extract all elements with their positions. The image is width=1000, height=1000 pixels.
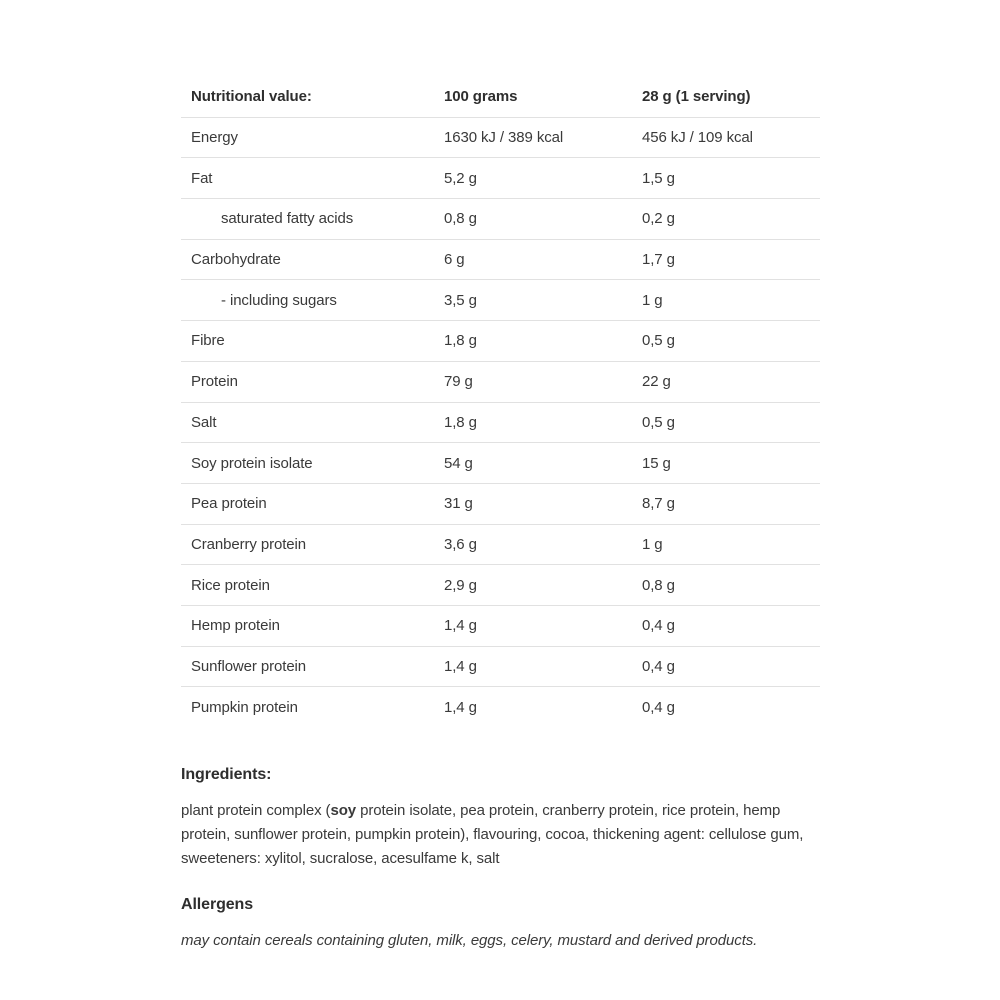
nutrient-label: Carbohydrate xyxy=(191,251,281,269)
value-per-serving: 1 g xyxy=(642,291,663,309)
value-per-100g: 1,4 g xyxy=(444,657,477,675)
value-per-100g: 54 g xyxy=(444,454,473,472)
table-row-salt xyxy=(181,402,820,443)
value-per-100g: 1,8 g xyxy=(444,413,477,431)
ingredients-text xyxy=(181,799,820,871)
label-content xyxy=(181,77,820,952)
value-per-100g: 1,8 g xyxy=(444,332,477,350)
value-per-serving: 0,4 g xyxy=(642,698,675,716)
value-per-100g: 0,8 g xyxy=(444,210,477,228)
value-per-100g: 5,2 g xyxy=(444,169,477,187)
value-per-100g: 79 g xyxy=(444,373,473,391)
value-per-100g: 6 g xyxy=(444,251,465,269)
value-per-100g: 3,6 g xyxy=(444,535,477,553)
table-row-rice-protein xyxy=(181,564,820,605)
value-per-100g: 1630 kJ / 389 kcal xyxy=(444,129,564,147)
value-per-serving: 0,5 g xyxy=(642,332,675,350)
nutrient-label: Fat xyxy=(191,169,213,187)
header-nutritional-value: Nutritional value: xyxy=(191,88,312,106)
table-row-cranberry-protein xyxy=(181,524,820,565)
nutrient-label: Cranberry protein xyxy=(191,535,307,553)
value-per-serving: 1,5 g xyxy=(642,169,675,187)
value-per-serving: 1 g xyxy=(642,535,663,553)
nutrient-label: - including sugars xyxy=(221,291,337,309)
table-header-row xyxy=(181,77,820,117)
allergens-heading: Allergens xyxy=(181,896,254,913)
table-row-fat xyxy=(181,157,820,198)
table-row-pea-protein xyxy=(181,483,820,524)
ingredients-heading: Ingredients: xyxy=(181,766,272,783)
nutrient-label: saturated fatty acids xyxy=(221,210,354,228)
table-row-fibre xyxy=(181,320,820,361)
value-per-serving: 0,8 g xyxy=(642,576,675,594)
nutrient-label: Rice protein xyxy=(191,576,270,594)
nutrient-label: Pea protein xyxy=(191,495,267,513)
table-row-energy xyxy=(181,117,820,158)
value-per-serving: 456 kJ / 109 kcal xyxy=(642,129,753,147)
table-row-carbohydrate xyxy=(181,239,820,280)
nutrient-label: Energy xyxy=(191,129,238,147)
header-per-serving: 28 g (1 serving) xyxy=(642,88,751,106)
value-per-serving: 8,7 g xyxy=(642,495,675,513)
value-per-serving: 0,2 g xyxy=(642,210,675,228)
table-row-sunflower-protein xyxy=(181,646,820,687)
nutrient-label: Sunflower protein xyxy=(191,657,307,675)
nutrient-label: Salt xyxy=(191,413,217,431)
ingredients-text-before-bold: plant protein complex ( xyxy=(181,802,331,819)
ingredients-text-after-bold: protein isolate, pea protein, cranberry protein, rice protein, hemp protein, sunflower protein, pumpkin protein), flavouring, cocoa, thickening agent: cellulose gum, sweeteners: xylitol, sucralose, acesulfame k, salt xyxy=(181,802,804,867)
value-per-100g: 1,4 g xyxy=(444,698,477,716)
nutrient-label: Protein xyxy=(191,373,238,391)
allergens-text: may contain cereals containing gluten, milk, eggs, celery, mustard and derived products. xyxy=(181,932,758,949)
value-per-serving: 22 g xyxy=(642,373,671,391)
value-per-100g: 31 g xyxy=(444,495,473,513)
value-per-100g: 1,4 g xyxy=(444,617,477,635)
nutrient-label: Soy protein isolate xyxy=(191,454,313,472)
header-per-100g: 100 grams xyxy=(444,88,518,106)
table-row-soy-protein-isolate xyxy=(181,442,820,483)
nutrient-label: Pumpkin protein xyxy=(191,698,298,716)
value-per-serving: 0,5 g xyxy=(642,413,675,431)
table-row-protein xyxy=(181,361,820,402)
value-per-serving: 1,7 g xyxy=(642,251,675,269)
ingredients-bold-word: soy xyxy=(330,802,357,819)
table-row-saturated-fatty-acids xyxy=(181,198,820,239)
value-per-serving: 15 g xyxy=(642,454,671,472)
nutrition-table xyxy=(181,77,820,727)
nutrient-label: Fibre xyxy=(191,332,225,350)
table-row-including-sugars xyxy=(181,279,820,320)
value-per-100g: 2,9 g xyxy=(444,576,477,594)
nutrient-label: Hemp protein xyxy=(191,617,280,635)
value-per-100g: 3,5 g xyxy=(444,291,477,309)
table-row-pumpkin-protein xyxy=(181,686,820,727)
table-row-hemp-protein xyxy=(181,605,820,646)
value-per-serving: 0,4 g xyxy=(642,617,675,635)
value-per-serving: 0,4 g xyxy=(642,657,675,675)
